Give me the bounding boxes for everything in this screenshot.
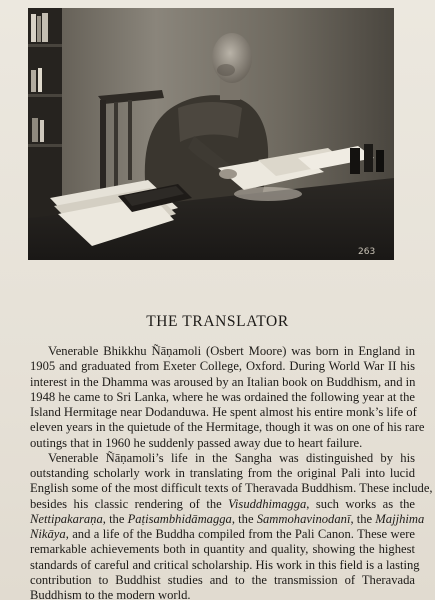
text-line: Buddhism to the modern world. <box>30 588 191 600</box>
paragraph-2 <box>30 450 433 600</box>
text-line-with-italics: Nettipakaraṇa, the Paṭisambhidāmagga, the Sammohavinodanī, the Majjhima <box>30 511 425 526</box>
text-line: Island Hermitage near Dodanduwa. He spent almost his entire monk’s life of <box>30 405 417 419</box>
paragraph-1 <box>30 344 425 451</box>
text-line: 1905 and graduated from Exeter College, Oxford. During World War II his <box>30 359 415 374</box>
text-line-with-italics: Nikāya, and a life of the Buddha compiled from the Pali Canon. These were <box>30 527 415 541</box>
book-title-majjhima: Majjhima <box>375 511 425 526</box>
text-line: outstanding scholarly work in translating from the original Pali into lucid <box>30 466 415 480</box>
text-line: outings that in 1960 he suddenly passed away due to heart failure. <box>30 435 363 450</box>
text-line: remarkable achievements both in quantity and quality, showing the highest <box>30 542 415 557</box>
book-title-nettipakarana: Nettipakaraṇa <box>30 511 103 526</box>
text-line: Venerable Ñāṇamoli’s life in the Sangha was distinguished by his <box>48 450 415 465</box>
text-line: English some of the most difficult texts of Theravada Buddhism. These include, <box>30 481 433 496</box>
book-title-visuddhimagga: Visuddhimagga <box>228 496 307 511</box>
text-line: contribution to Buddhist studies and to the transmission of Theravada <box>30 572 415 587</box>
photo-number-mark: 263 <box>358 247 376 257</box>
text-line: interest in the Dhamma was aroused by an Italian book on Buddhism, and in <box>30 374 416 389</box>
page-title: THE TRANSLATOR <box>146 313 289 330</box>
article-body <box>30 344 433 600</box>
book-title-patisambhidamagga: Paṭisambhidāmagga <box>127 511 232 526</box>
book-title-sammohavinodani: Sammohavinodanī <box>256 511 351 526</box>
book-title-nikaya: Nikāya <box>30 527 66 541</box>
text-line: 1948 he came to Sri Lanka, where he was ordained the following year at the <box>30 389 415 404</box>
translator-photograph <box>28 8 394 260</box>
text-line: standards of careful and critical scholarship. His work in this field is a lasting <box>30 557 420 572</box>
text-line: eleven years in the quietude of the Hermitage, though it was on one of his rare <box>30 420 425 435</box>
text-line: Venerable Bhikkhu Ñāṇamoli (Osbert Moore) was born in England in <box>48 344 415 358</box>
text-line-with-italics: besides his classic rendering of the Visuddhimagga, such works as the <box>30 496 415 511</box>
